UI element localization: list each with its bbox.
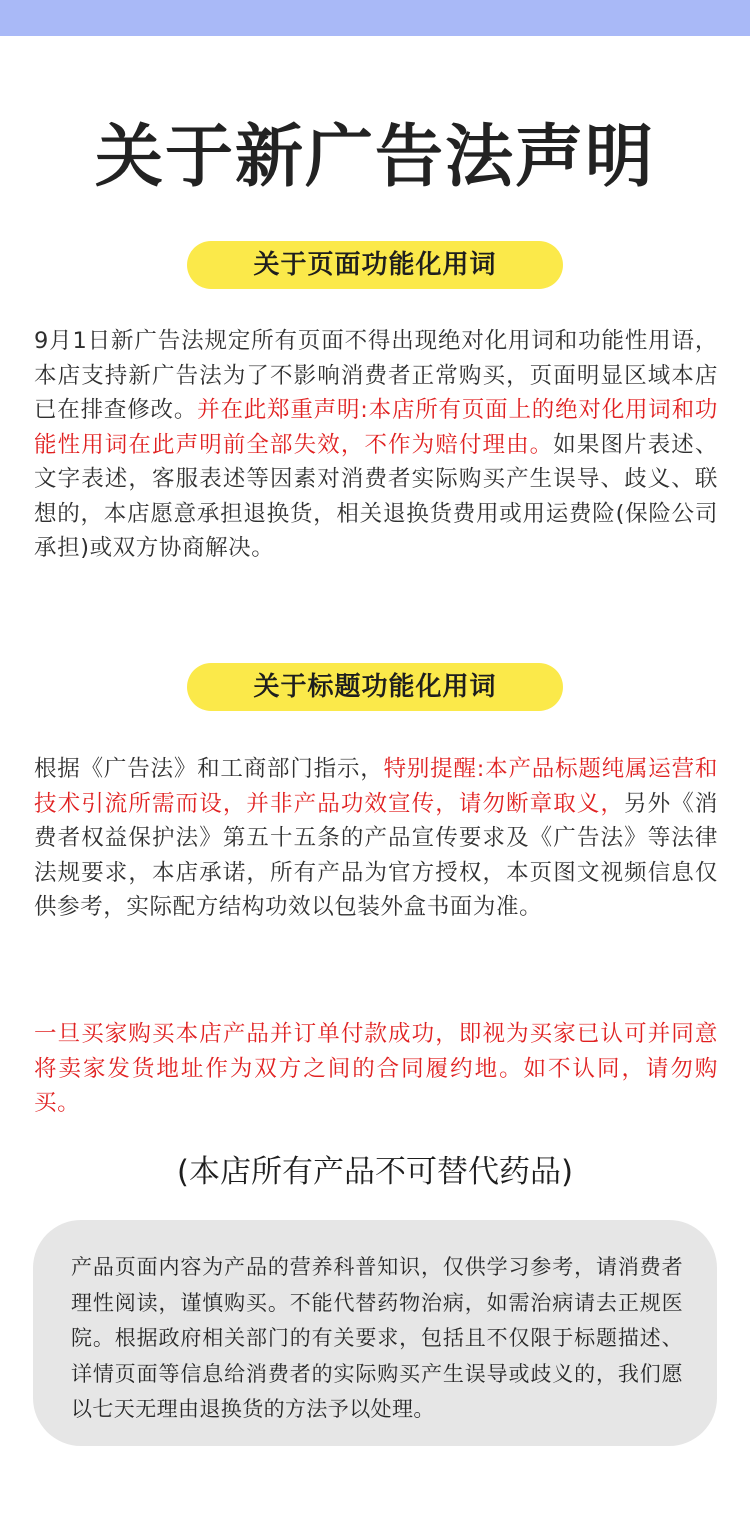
page-wording-red-statement: 并在此郑重声明:本店所有页面上的绝对化用词和功能性用词在此声明前全部失效，不作为赔付理由。	[34, 397, 719, 458]
page-wording-text-2: 如果图片表述、文字表述，客服表述等因素对消费者实际购买产生误导、歧义、联想的，本店愿意承担退换货，相关退换货费用或用运费险(保险公司承担)或双方协商解决。	[34, 431, 719, 561]
drug-note: (本店所有产品不可替代药品)	[176, 1154, 574, 1190]
section-heading-title-wording: 关于标题功能化用词	[187, 663, 563, 711]
page-wording-text-1: 9月1日新广告法规定所有页面不得出现绝对化用词和功能性用语，本店支持新广告法为了不影响消费者正常购买，页面明显区域本店已在排查修改。	[34, 328, 718, 423]
title-wording-red-reminder: 特别提醒:本产品标题纯属运营和技术引流所需而设，并非产品功效宣传，请勿断章取义，	[34, 756, 718, 817]
section-title-wording-text	[34, 752, 718, 925]
disclaimer-box	[33, 1220, 717, 1446]
top-bar	[0, 0, 750, 36]
disclaimer-text: 产品页面内容为产品的营养科普知识，仅供学习参考，请消费者理性阅读，谨慎购买。不能代替药物治病，如需治病请去正规医院。根据政府相关部门的有关要求，包括且不仅限于标题描述、详情页面等信息给消费者的实际购买产生误导或歧义的，我们愿以七天无理由退换货的方法予以处理。	[71, 1255, 683, 1421]
page-title: 关于新广告法声明	[94, 118, 655, 197]
contract-notice: 一旦买家购买本店产品并订单付款成功，即视为买家已认可并同意将卖家发货地址作为双方之间的合同履约地。如不认同，请勿购买。	[34, 1021, 718, 1116]
section-heading-page-wording: 关于页面功能化用词	[187, 241, 563, 289]
section-page-wording-text	[34, 324, 718, 566]
title-wording-text-1: 根据《广告法》和工商部门指示，	[34, 756, 384, 782]
title-wording-text-2: 另外《消费者权益保护法》第五十五条的产品宣传要求及《广告法》等法律法规要求，本店承诺，所有产品为官方授权，本页图文视频信息仅供参考，实际配方结构功效以包装外盒书面为准。	[34, 790, 718, 920]
